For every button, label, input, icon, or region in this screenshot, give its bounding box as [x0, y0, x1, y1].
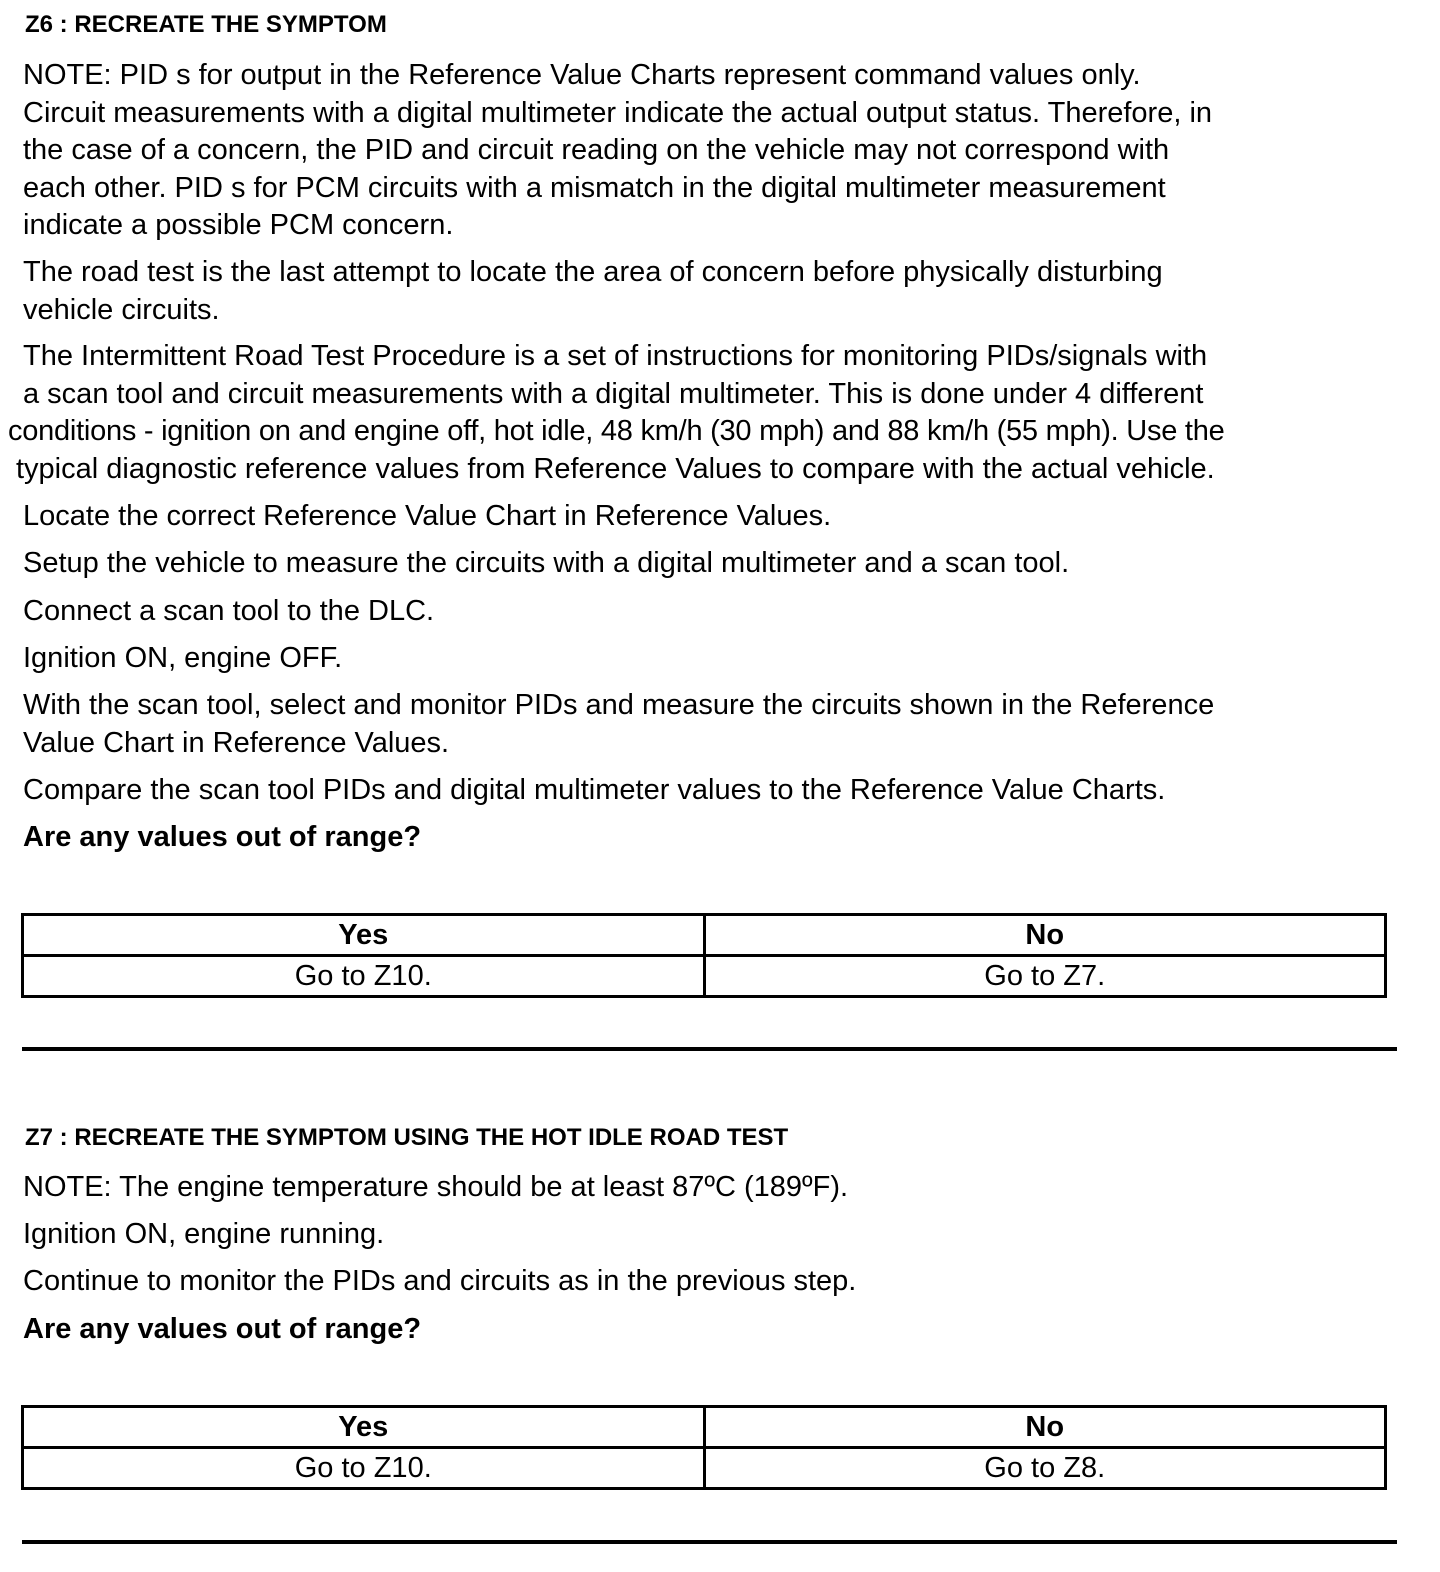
z7-step-title: Z7 : RECREATE THE SYMPTOM USING THE HOT IDLE ROAD TEST: [25, 1124, 789, 1151]
z6-no-action: Go to Z7.: [704, 956, 1386, 997]
z6-road-test-line: vehicle circuits.: [23, 293, 220, 326]
z6-connect-instruction: Connect a scan tool to the DLC.: [23, 595, 435, 627]
z6-note-line: the case of a concern, the PID and circuit reading on the vehicle may not correspond with: [23, 134, 1170, 167]
z6-monitor-line: With the scan tool, select and monitor PIDs and measure the circuits shown in the Reference: [23, 689, 1215, 721]
z6-step-title: Z6 : RECREATE THE SYMPTOM: [25, 11, 387, 38]
z6-road-test-paragraph: [23, 254, 1408, 329]
z6-ignition-instruction: Ignition ON, engine OFF.: [23, 642, 343, 674]
z6-road-test-line: The road test is the last attempt to locate the area of concern before physically disturbing: [23, 256, 1163, 288]
z6-intermittent-line: conditions - ignition on and engine off, hot idle, 48 km/h (30 mph) and 88 km/h (55 mph). Use the: [8, 415, 1225, 448]
z7-ignition-instruction: Ignition ON, engine running.: [23, 1218, 385, 1250]
z6-note-line: NOTE: PID s for output in the Reference Value Charts represent command values only.: [23, 59, 1141, 91]
z6-question: Are any values out of range?: [23, 821, 422, 853]
z7-continue-instruction: Continue to monitor the PIDs and circuits as in the previous step.: [23, 1265, 857, 1297]
z7-yes-header: Yes: [23, 1407, 705, 1448]
z7-question: Are any values out of range?: [23, 1313, 422, 1345]
section-divider: [22, 1047, 1397, 1051]
z6-intermittent-line: typical diagnostic reference values from Reference Values to compare with the actual vehicle.: [16, 452, 1215, 485]
z6-yes-action: Go to Z10.: [23, 956, 705, 997]
z6-monitor-line: Value Chart in Reference Values.: [23, 726, 450, 759]
z6-yes-header: Yes: [23, 915, 705, 956]
z7-decision-table: [21, 1405, 1387, 1490]
z6-compare-instruction: Compare the scan tool PIDs and digital multimeter values to the Reference Value Charts.: [23, 774, 1166, 806]
z6-intermittent-line: a scan tool and circuit measurements with a digital multimeter. This is done under 4 different: [23, 377, 1204, 410]
z7-no-action: Go to Z8.: [704, 1448, 1386, 1489]
z7-no-header: No: [704, 1407, 1386, 1448]
z6-no-header: No: [704, 915, 1386, 956]
z6-decision-table: [21, 913, 1387, 998]
z6-note-line: Circuit measurements with a digital multimeter indicate the actual output status. Therefore, in: [23, 96, 1213, 129]
z7-note: NOTE: The engine temperature should be at least 87ºC (189ºF).: [23, 1171, 849, 1203]
z6-intermittent-line: The Intermittent Road Test Procedure is a set of instructions for monitoring PIDs/signals with: [23, 340, 1208, 372]
z6-setup-instruction: Setup the vehicle to measure the circuits with a digital multimeter and a scan tool.: [23, 547, 1070, 579]
z6-intermittent-paragraph: [8, 338, 1428, 488]
z6-monitor-instruction: [23, 687, 1408, 762]
z6-note-line: indicate a possible PCM concern.: [23, 209, 454, 242]
z6-locate-instruction: Locate the correct Reference Value Chart in Reference Values.: [23, 500, 832, 532]
section-divider: [22, 1540, 1397, 1544]
z6-note-line: each other. PID s for PCM circuits with a mismatch in the digital multimeter measurement: [23, 171, 1166, 204]
z6-note: [23, 57, 1408, 245]
z7-yes-action: Go to Z10.: [23, 1448, 705, 1489]
